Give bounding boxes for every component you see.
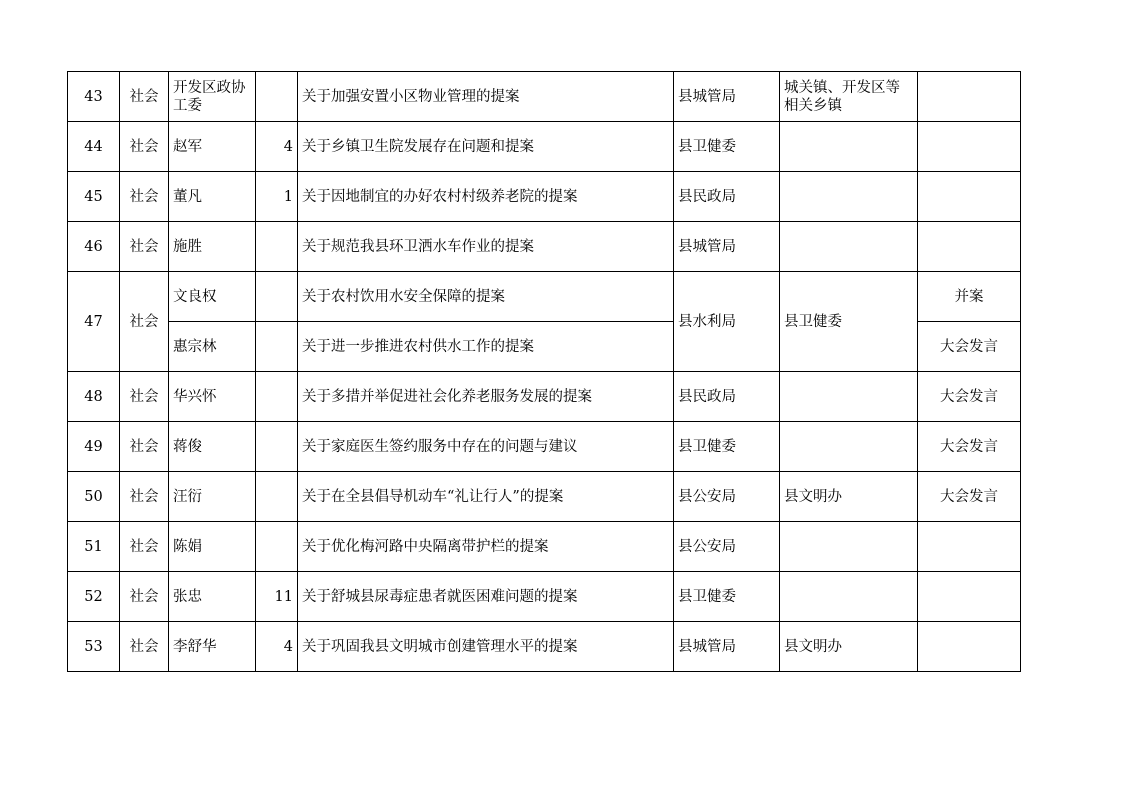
proposal-title-cell: 关于巩固我县文明城市创建管理水平的提案 xyxy=(298,622,674,672)
category-cell: 社会 xyxy=(120,72,169,122)
proposer-cell: 张忠 xyxy=(169,572,256,622)
table-row xyxy=(68,522,1021,572)
category-cell: 社会 xyxy=(120,222,169,272)
row-number: 49 xyxy=(68,422,120,472)
remark-cell xyxy=(918,172,1021,222)
category-cell: 社会 xyxy=(120,122,169,172)
count-cell: 11 xyxy=(256,572,298,622)
count-cell xyxy=(256,372,298,422)
category-cell: 社会 xyxy=(120,372,169,422)
category-cell: 社会 xyxy=(120,422,169,472)
proposal-title-cell: 关于农村饮用水安全保障的提案 xyxy=(298,272,674,322)
proposer-cell: 陈娟 xyxy=(169,522,256,572)
proposal-title-cell: 关于舒城县尿毒症患者就医困难问题的提案 xyxy=(298,572,674,622)
lead-unit-cell: 县卫健委 xyxy=(674,122,780,172)
count-cell xyxy=(256,472,298,522)
count-cell: 4 xyxy=(256,122,298,172)
assist-unit-cell: 县文明办 xyxy=(780,622,918,672)
remark-cell xyxy=(918,572,1021,622)
lead-unit-cell: 县公安局 xyxy=(674,472,780,522)
lead-unit-cell: 县卫健委 xyxy=(674,422,780,472)
row-number: 52 xyxy=(68,572,120,622)
count-cell: 1 xyxy=(256,172,298,222)
assist-unit-cell xyxy=(780,422,918,472)
table-row xyxy=(68,272,1021,322)
row-number: 45 xyxy=(68,172,120,222)
row-number: 47 xyxy=(68,272,120,372)
category-cell: 社会 xyxy=(120,622,169,672)
proposal-title-cell: 关于在全县倡导机动车“礼让行人”的提案 xyxy=(298,472,674,522)
remark-cell: 大会发言 xyxy=(918,322,1021,372)
table-row xyxy=(68,122,1021,172)
remark-cell: 大会发言 xyxy=(918,372,1021,422)
remark-cell: 并案 xyxy=(918,272,1021,322)
proposer-cell: 施胜 xyxy=(169,222,256,272)
remark-cell xyxy=(918,622,1021,672)
row-number: 48 xyxy=(68,372,120,422)
assist-unit-cell: 县文明办 xyxy=(780,472,918,522)
table-row xyxy=(68,372,1021,422)
remark-cell xyxy=(918,522,1021,572)
table-row xyxy=(68,472,1021,522)
category-cell: 社会 xyxy=(120,272,169,372)
count-cell xyxy=(256,422,298,472)
proposal-title-cell: 关于因地制宜的办好农村村级养老院的提案 xyxy=(298,172,674,222)
proposer-cell: 赵军 xyxy=(169,122,256,172)
proposer-cell: 董凡 xyxy=(169,172,256,222)
category-cell: 社会 xyxy=(120,472,169,522)
assist-unit-cell xyxy=(780,172,918,222)
assist-unit-cell xyxy=(780,522,918,572)
proposal-title-cell: 关于加强安置小区物业管理的提案 xyxy=(298,72,674,122)
row-number: 46 xyxy=(68,222,120,272)
count-cell xyxy=(256,72,298,122)
proposer-cell: 文良权 xyxy=(169,272,256,322)
proposal-title-cell: 关于多措并举促进社会化养老服务发展的提案 xyxy=(298,372,674,422)
count-cell xyxy=(256,322,298,372)
lead-unit-cell: 县城管局 xyxy=(674,72,780,122)
row-number: 44 xyxy=(68,122,120,172)
proposal-title-cell: 关于进一步推进农村供水工作的提案 xyxy=(298,322,674,372)
proposal-title-cell: 关于乡镇卫生院发展存在问题和提案 xyxy=(298,122,674,172)
assist-unit-cell xyxy=(780,222,918,272)
proposal-title-cell: 关于规范我县环卫洒水车作业的提案 xyxy=(298,222,674,272)
count-cell: 4 xyxy=(256,622,298,672)
table-row xyxy=(68,72,1021,122)
table-row xyxy=(68,222,1021,272)
row-number: 53 xyxy=(68,622,120,672)
count-cell xyxy=(256,522,298,572)
count-cell xyxy=(256,222,298,272)
proposer-cell: 开发区政协工委 xyxy=(169,72,256,122)
remark-cell: 大会发言 xyxy=(918,472,1021,522)
remark-cell: 大会发言 xyxy=(918,422,1021,472)
category-cell: 社会 xyxy=(120,172,169,222)
table-row xyxy=(68,172,1021,222)
assist-unit-cell: 城关镇、开发区等相关乡镇 xyxy=(780,72,918,122)
proposer-cell: 惠宗林 xyxy=(169,322,256,372)
proposer-cell: 汪衍 xyxy=(169,472,256,522)
proposer-cell: 李舒华 xyxy=(169,622,256,672)
table-row xyxy=(68,572,1021,622)
category-cell: 社会 xyxy=(120,522,169,572)
assist-unit-cell xyxy=(780,372,918,422)
table-row xyxy=(68,622,1021,672)
proposer-cell: 蒋俊 xyxy=(169,422,256,472)
lead-unit-cell: 县卫健委 xyxy=(674,572,780,622)
row-number: 43 xyxy=(68,72,120,122)
assist-unit-cell xyxy=(780,122,918,172)
proposer-cell: 华兴怀 xyxy=(169,372,256,422)
category-cell: 社会 xyxy=(120,572,169,622)
lead-unit-cell: 县民政局 xyxy=(674,372,780,422)
lead-unit-cell: 县水利局 xyxy=(674,272,780,372)
lead-unit-cell: 县城管局 xyxy=(674,222,780,272)
row-number: 50 xyxy=(68,472,120,522)
proposal-title-cell: 关于优化梅河路中央隔离带护栏的提案 xyxy=(298,522,674,572)
assist-unit-cell xyxy=(780,572,918,622)
row-number: 51 xyxy=(68,522,120,572)
remark-cell xyxy=(918,222,1021,272)
lead-unit-cell: 县公安局 xyxy=(674,522,780,572)
remark-cell xyxy=(918,72,1021,122)
proposal-title-cell: 关于家庭医生签约服务中存在的问题与建议 xyxy=(298,422,674,472)
count-cell xyxy=(256,272,298,322)
lead-unit-cell: 县民政局 xyxy=(674,172,780,222)
lead-unit-cell: 县城管局 xyxy=(674,622,780,672)
remark-cell xyxy=(918,122,1021,172)
proposals-table xyxy=(67,71,1021,672)
table-row xyxy=(68,422,1021,472)
assist-unit-cell: 县卫健委 xyxy=(780,272,918,372)
